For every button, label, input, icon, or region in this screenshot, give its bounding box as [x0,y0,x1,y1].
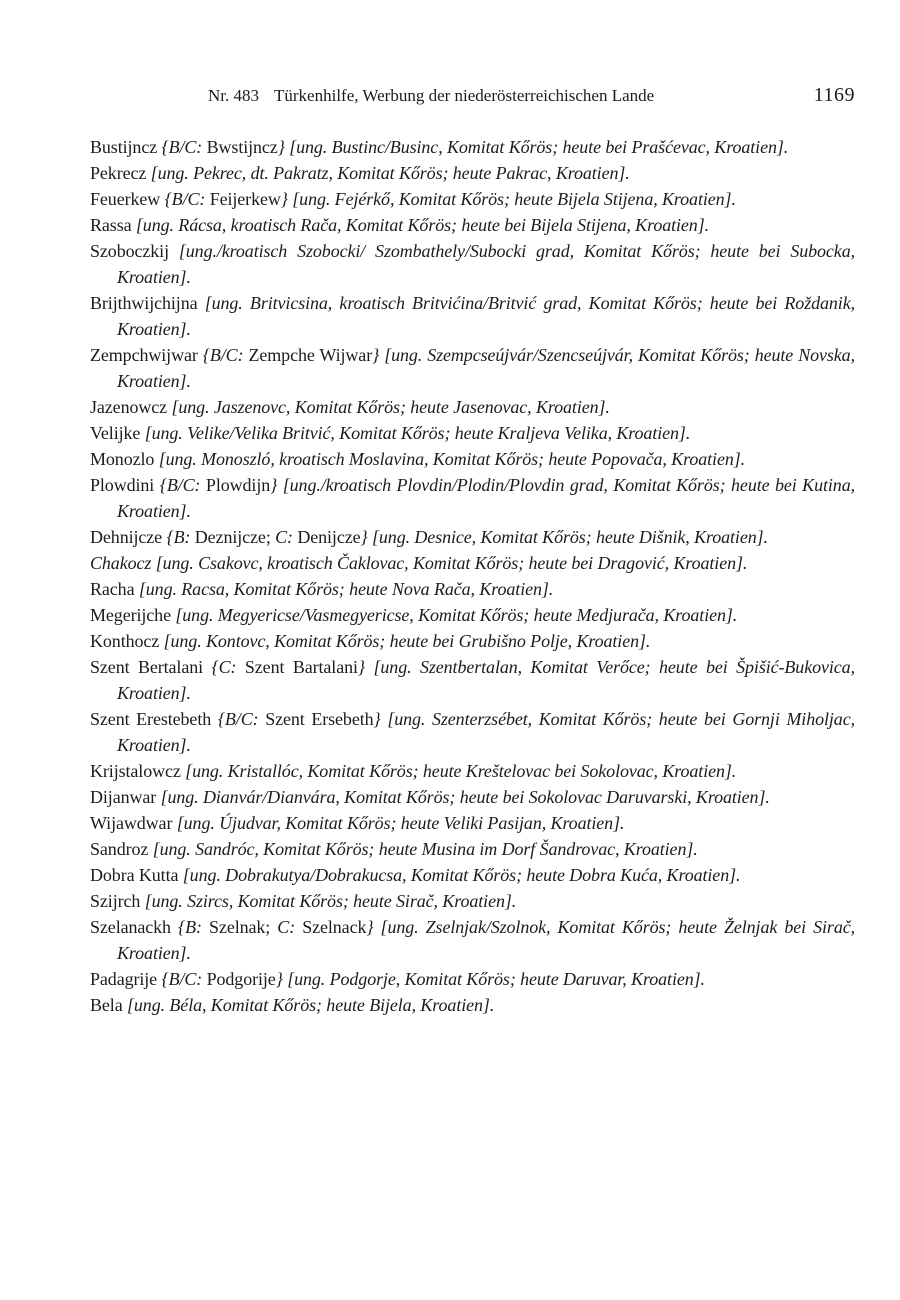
entry-gloss: [ung. Szenterzsébet, Komitat Kőrös; heute bei Gornji Miholjac, Kroatien]. [117,709,855,755]
entry [90,758,855,784]
entry-gloss: [ung./kroatisch Szobocki/ Szombathely/Subocki grad, Komitat Kőrös; heute bei Subocka, Kroatien]. [117,241,855,287]
entry-sigla: {B/C: [161,969,207,989]
entry-variant: Bwstijncz [206,137,278,157]
entry-sigla: {B/C: [164,189,210,209]
entry-headword: Velijke [90,423,145,443]
entry [90,394,855,420]
entry-headword: Dijanwar [90,787,161,807]
entry-gloss: [ung. Rácsa, kroatisch Rača, Komitat Kőrös; heute bei Bijela Stijena, Kroatien]. [135,215,710,235]
entry-headword: Wijawdwar [90,813,177,833]
entry-sigla: {B: [166,527,195,547]
entry-headword: Brijthwijchijna [90,293,205,313]
entry-gloss: [ung. Kristallóc, Komitat Kőrös; heute Kreštelovac bei Sokolovac, Kroatien]. [185,761,737,781]
entry-sigla: } [372,345,385,365]
entry-sigla: } [360,527,372,547]
entry [90,654,855,706]
entry [90,160,855,186]
entry-gloss: [ung./kroatisch Plovdin/Plodin/Plovdin grad, Komitat Kőrös; heute bei Kutina, Kroatien]. [117,475,855,521]
entry [90,576,855,602]
entry-gloss: [ung. Dianvár/Dianvára, Komitat Kőrös; heute bei Sokolovac Daruvarski, Kroatien]. [160,787,770,807]
entry-headword: Jazenowcz [90,397,172,417]
entry [90,472,855,524]
entry-gloss: [ung. Britvicsina, kroatisch Britvićina/Britvić grad, Komitat Kőrös; heute bei Roždanik, Kroatien]. [117,293,855,339]
entry [90,212,855,238]
entry-gloss: [ung. Fejérkő, Komitat Kőrös; heute Bijela Stijena, Kroatien]. [292,189,736,209]
entry-headword: Rassa [90,215,136,235]
entry-headword: Szent Bertalani [90,657,212,677]
entry [90,784,855,810]
entry-gloss: [ung. Szempcseújvár/Szencseújvár, Komitat Kőrös; heute Novska, Kroatien]. [117,345,855,391]
entry-sigla: } [373,709,388,729]
entry [90,628,855,654]
entry-sigla: } [366,917,381,937]
entry-gloss: [ung. Velike/Velika Britvić, Komitat Kőrös; heute Kraljeva Velika, Kroatien]. [144,423,691,443]
entry [90,706,855,758]
entry-headword: Zempchwijwar [90,345,203,365]
entry-variant: Szent Ersebeth [265,709,374,729]
entry [90,524,855,550]
entry [90,342,855,394]
entry-sigla: {B/C: [217,709,266,729]
entry-sigla: {B/C: [202,345,249,365]
entry-gloss: [ung. Szircs, Komitat Kőrös; heute Sirač, Kroatien]. [144,891,517,911]
entry-gloss: [ung. Zselnjak/Szolnok, Komitat Kőrös; heute Želnjak bei Sirač, Kroatien]. [117,917,856,963]
entry-variant: Szent Bartalani [244,657,358,677]
entry [90,966,855,992]
entry-headword: Chakocz [90,553,156,573]
entry-gloss: [ung. Sandróc, Komitat Kőrös; heute Musina im Dorf Šandrovac, Kroatien]. [152,839,698,859]
entry [90,134,855,160]
entry-gloss: [ung. Csakovc, kroatisch Čaklovac, Komitat Kőrös; heute bei Dragović, Kroatien]. [155,553,748,573]
entry-headword: Sandroz [90,839,153,859]
entry [90,186,855,212]
entry-headword: Plowdini [90,475,160,495]
entry [90,888,855,914]
entry-headword: Monozlo [90,449,159,469]
entry-variant: Feijerkew [209,189,281,209]
entry-headword: Megerijche [90,605,176,625]
entry-sigla: } [275,969,288,989]
entry-headword: Konthocz [90,631,164,651]
entry-sigla: C: [277,917,303,937]
entry-gloss: [ung. Pekrec, dt. Pakratz, Komitat Kőrös; heute Pakrac, Kroatien]. [150,163,630,183]
running-header [90,84,855,107]
document-number: Nr. 483 [208,86,259,105]
entry-gloss: [ung. Szentbertalan, Komitat Verőce; heute bei Špišić-Bukovica, Kroatien]. [117,657,855,703]
entry-sigla: {C: [211,657,245,677]
entry-gloss: [ung. Béla, Komitat Kőrös; heute Bijela, Kroatien]. [127,995,495,1015]
entry-headword: Bela [90,995,127,1015]
entry-gloss: [ung. Bustinc/Businc, Komitat Kőrös; heute bei Prašćevac, Kroatien]. [289,137,789,157]
entry [90,420,855,446]
entry-headword: Szijrch [90,891,145,911]
entry-sigla: } [277,137,290,157]
header-title: Türkenhilfe, Werbung der niederösterreichischen Lande [274,86,655,105]
entry-gloss: [ung. Desnice, Komitat Kőrös; heute Dišnik, Kroatien]. [372,527,768,547]
entry-gloss: [ung. Podgorje, Komitat Kőrös; heute Daruvar, Kroatien]. [287,969,705,989]
entry-gloss: [ung. Kontovc, Komitat Kőrös; heute bei Grubišno Polje, Kroatien]. [163,631,651,651]
entry-gloss: [ung. Racsa, Komitat Kőrös; heute Nova Rača, Kroatien]. [138,579,554,599]
page-number: 1169 [813,84,855,106]
entry-headword: Krijstalowcz [90,761,186,781]
entry-sigla: {B: [178,917,210,937]
entry-gloss: [ung. Jaszenovc, Komitat Kőrös; heute Jasenovac, Kroatien]. [171,397,610,417]
entry [90,862,855,888]
entry-headword: Szelanackh [90,917,179,937]
entry-sigla: {B/C: [161,137,207,157]
entry-sigla: } [270,475,283,495]
entry-sigla: C: [275,527,298,547]
entry [90,810,855,836]
entry-headword: Pekrecz [90,163,151,183]
entry [90,238,855,290]
entry-headword: Bustijncz [90,137,162,157]
entry-headword: Racha [90,579,139,599]
entry-gloss: [ung. Monoszló, kroatisch Moslavina, Komitat Kőrös; heute Popovača, Kroatien]. [158,449,746,469]
entry [90,290,855,342]
entry-variant: Zempche Wijwar [248,345,373,365]
entry-gloss: [ung. Megyericse/Vasmegyericse, Komitat Kőrös; heute Medjurača, Kroatien]. [175,605,738,625]
entry [90,446,855,472]
entry-variant: Deznijcze; [194,527,276,547]
entry [90,836,855,862]
entries-list [90,134,855,1018]
entry-variant: Szelnack [302,917,367,937]
entry-variant: Denijcze [297,527,361,547]
entry-headword: Dehnijcze [90,527,167,547]
entry-headword: Szent Erestebeth [90,709,218,729]
entry-sigla: } [280,189,293,209]
entry [90,914,855,966]
entry-headword: Padagrije [90,969,162,989]
entry-variant: Podgorije [206,969,276,989]
entry [90,550,855,576]
entry-headword: Feuerkew [90,189,165,209]
entry-headword: Dobra Kutta [90,865,183,885]
entry-sigla: {B/C: [159,475,206,495]
entry-gloss: [ung. Újudvar, Komitat Kőrös; heute Veliki Pasijan, Kroatien]. [176,813,625,833]
entry [90,992,855,1018]
entry-variant: Plowdijn [205,475,271,495]
entry-sigla: } [357,657,374,677]
entry-headword: Szoboczkij [90,241,179,261]
entry-variant: Szelnak; [209,917,278,937]
entry-gloss: [ung. Dobrakutya/Dobrakucsa, Komitat Kőrös; heute Dobra Kuća, Kroatien]. [182,865,741,885]
entry [90,602,855,628]
